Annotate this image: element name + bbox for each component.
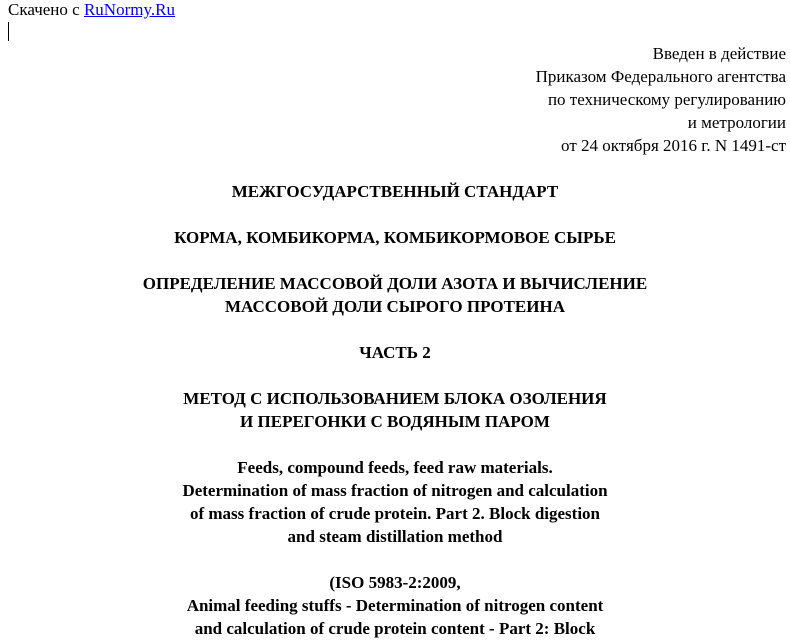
part-heading: ЧАСТЬ 2 — [359, 343, 431, 362]
standard-type-heading: МЕЖГОСУДАРСТВЕННЫЙ СТАНДАРТ — [231, 182, 559, 201]
iso-line-1: (ISO 5983-2:2009, — [329, 573, 461, 592]
title-en-line-3: of mass fraction of crude protein. Part 2. Block digestion — [189, 504, 600, 523]
enactment-line-3: по техническому регулированию — [547, 90, 786, 109]
runormy-link[interactable]: RuNormy.Ru — [83, 0, 175, 19]
enactment-line-1: Введен в действие — [652, 44, 786, 63]
title-ru-line-2: МАССОВОЙ ДОЛИ СЫРОГО ПРОТЕИНА — [225, 297, 565, 316]
subject-heading: КОРМА, КОМБИКОРМА, КОМБИКОРМОВОЕ СЫРЬЕ — [174, 228, 616, 247]
download-source-line — [8, 0, 175, 20]
text-cursor — [8, 22, 9, 41]
title-en-line-4: and steam distillation method — [287, 527, 503, 546]
title-en-line-2: Determination of mass fraction of nitrogen and calculation — [182, 481, 608, 500]
iso-line-2: Animal feeding stuffs - Determination of nitrogen content — [186, 596, 604, 615]
download-prefix: Скачено с — [8, 0, 84, 19]
title-ru-line-1: ОПРЕДЕЛЕНИЕ МАССОВОЙ ДОЛИ АЗОТА И ВЫЧИСЛЕНИЕ — [142, 274, 648, 293]
iso-line-3: and calculation of crude protein content - Part 2: Block — [194, 619, 596, 638]
enactment-line-4: и метрологии — [687, 113, 786, 132]
enactment-line-2: Приказом Федерального агентства — [535, 67, 786, 86]
title-en-line-1: Feeds, compound feeds, feed raw materials. — [237, 458, 553, 477]
method-ru-line-2: И ПЕРЕГОНКИ С ВОДЯНЫМ ПАРОМ — [240, 412, 550, 431]
method-ru-line-1: МЕТОД С ИСПОЛЬЗОВАНИЕМ БЛОКА ОЗОЛЕНИЯ — [183, 389, 607, 408]
enactment-line-5: от 24 октября 2016 г. N 1491-ст — [561, 136, 786, 155]
